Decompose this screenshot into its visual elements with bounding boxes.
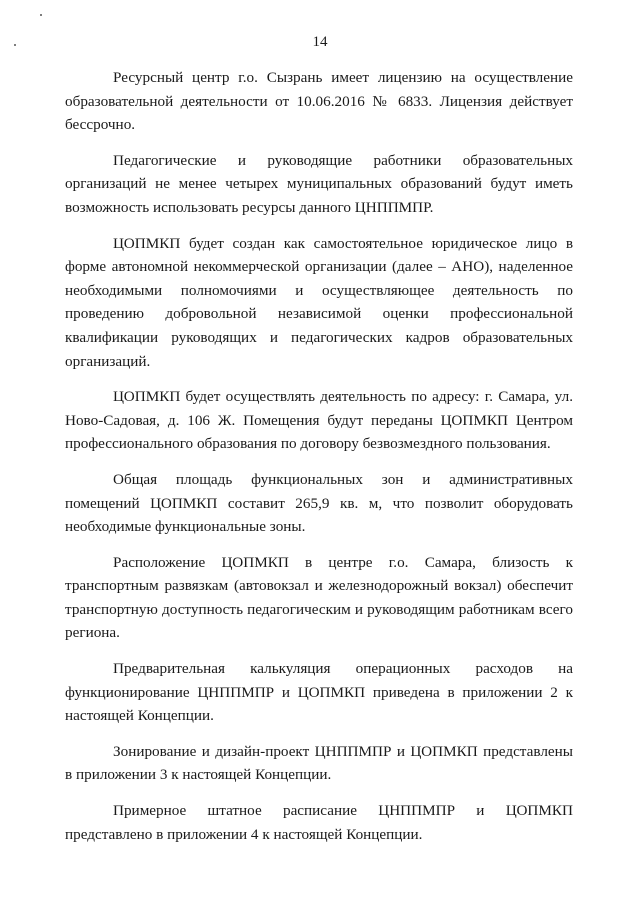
paragraph: Расположение ЦОПМКП в центре г.о. Самара, близость к транспортным развязкам (автовокзал и железнодорожный вокзал) обеспечит транспортную доступность педагогическим и руководящим работникам всего региона. (65, 553, 573, 642)
document-body (65, 66, 573, 858)
paragraph: Педагогические и руководящие работники образовательных организаций не менее четырех муниципальных образований будут иметь возможность использовать ресурсы данного ЦНППМПР. (65, 151, 573, 216)
paragraph: Примерное штатное расписание ЦНППМПР и ЦОПМКП представлено в приложении 4 к настоящей Концепции. (65, 802, 573, 843)
page-number: 14 (312, 34, 328, 50)
paragraph: Предварительная калькуляция операционных расходов на функционирование ЦНППМПР и ЦОПМКП приведена в приложении 2 к настоящей Концепции. (65, 660, 573, 725)
paragraph: Общая площадь функциональных зон и административных помещений ЦОПМКП составит 265,9 кв. м, что позволит оборудовать необходимые функциональные зоны. (65, 470, 573, 536)
scan-speck (40, 14, 42, 16)
paragraph: ЦОПМКП будет осуществлять деятельность по адресу: г. Самара, ул. Ново-Садовая, д. 106 Ж. Помещения будут переданы ЦОПМКП Центром профессионального образования по договору безвозмездного пользования. (65, 388, 573, 453)
paragraph: Зонирование и дизайн-проект ЦНППМПР и ЦОПМКП представлены в приложении 3 к настоящей Концепции. (65, 742, 573, 784)
paragraph: ЦОПМКП будет создан как самостоятельное юридическое лицо в форме автономной некоммерческой организации (далее – АНО), наделенное необходимыми полномочиями и осуществляющее деятельность по проведению добровольной независимой оценки профессиональной квалификации руководящих и педагогических кадров образовательных организаций. (65, 234, 573, 370)
paragraph: Ресурсный центр г.о. Сызрань имеет лицензию на осуществление образовательной деятельности от 10.06.2016 № 6833. Лицензия действует бессрочно. (65, 69, 573, 134)
